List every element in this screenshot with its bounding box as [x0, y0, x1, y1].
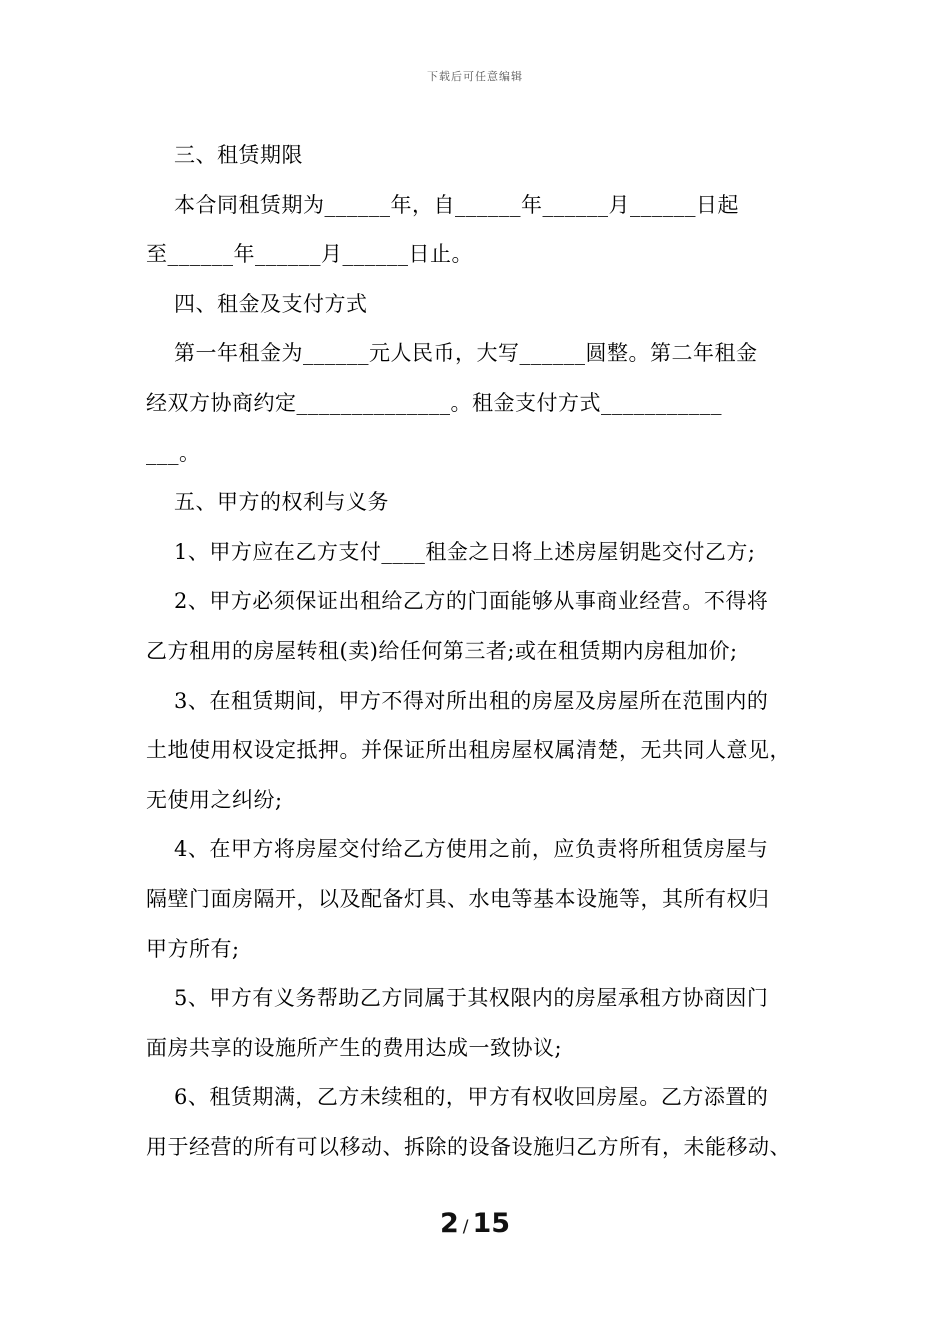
- clause-line: 1、甲方应在乙方支付____租金之日将上述房屋钥匙交付乙方;: [174, 539, 756, 564]
- clause-line: 2、甲方必须保证出租给乙方的门面能够从事商业经营。不得将: [174, 589, 769, 614]
- paragraph-line: 本合同租赁期为______年，自______年______月______日起: [174, 192, 739, 217]
- clause-line: 4、在甲方将房屋交付给乙方使用之前，应负责将所租赁房屋与: [174, 837, 769, 862]
- clause-line: 无使用之纠纷;: [146, 787, 283, 812]
- clause-line: 3、在租赁期间，甲方不得对所出租的房屋及房屋所在范围内的: [174, 688, 769, 713]
- paragraph-line: 至______年______月______日止。: [146, 242, 473, 267]
- section-heading: 三、租赁期限: [174, 143, 303, 167]
- paragraph-line: 经双方协商约定______________。租金支付方式___________: [146, 390, 722, 415]
- page-separator: /: [462, 1217, 469, 1237]
- page-number: [0, 1208, 950, 1239]
- clause-line: 土地使用权设定抵押。并保证所出租房屋权属清楚，无共同人意见，: [146, 738, 791, 763]
- clause-line: 乙方租用的房屋转租(卖)给任何第三者;或在租赁期内房租加价;: [146, 638, 738, 663]
- document-body: [146, 131, 811, 1172]
- section-heading: 四、租金及支付方式: [174, 291, 368, 316]
- clause-line: 隔壁门面房隔开，以及配备灯具、水电等基本设施等，其所有权归: [146, 886, 770, 911]
- header-note: 下载后可任意编辑: [427, 70, 523, 83]
- clause-line: 用于经营的所有可以移动、拆除的设备设施归乙方所有，未能移动、: [146, 1134, 791, 1159]
- paragraph-line: 第一年租金为______元人民币，大写______圆整。第二年租金: [174, 341, 758, 366]
- clause-line: 6、租赁期满，乙方未续租的，甲方有权收回房屋。乙方添置的: [174, 1085, 769, 1110]
- clause-line: 甲方所有;: [146, 936, 240, 961]
- section-heading: 五、甲方的权利与义务: [174, 490, 389, 515]
- clause-line: 5、甲方有义务帮助乙方同属于其权限内的房屋承租方协商因门: [174, 986, 769, 1011]
- paragraph-line: ___。: [146, 440, 201, 465]
- page-total: 15: [472, 1208, 511, 1239]
- page-current: 2: [439, 1208, 459, 1239]
- clause-line: 面房共享的设施所产生的费用达成一致协议;: [146, 1035, 563, 1060]
